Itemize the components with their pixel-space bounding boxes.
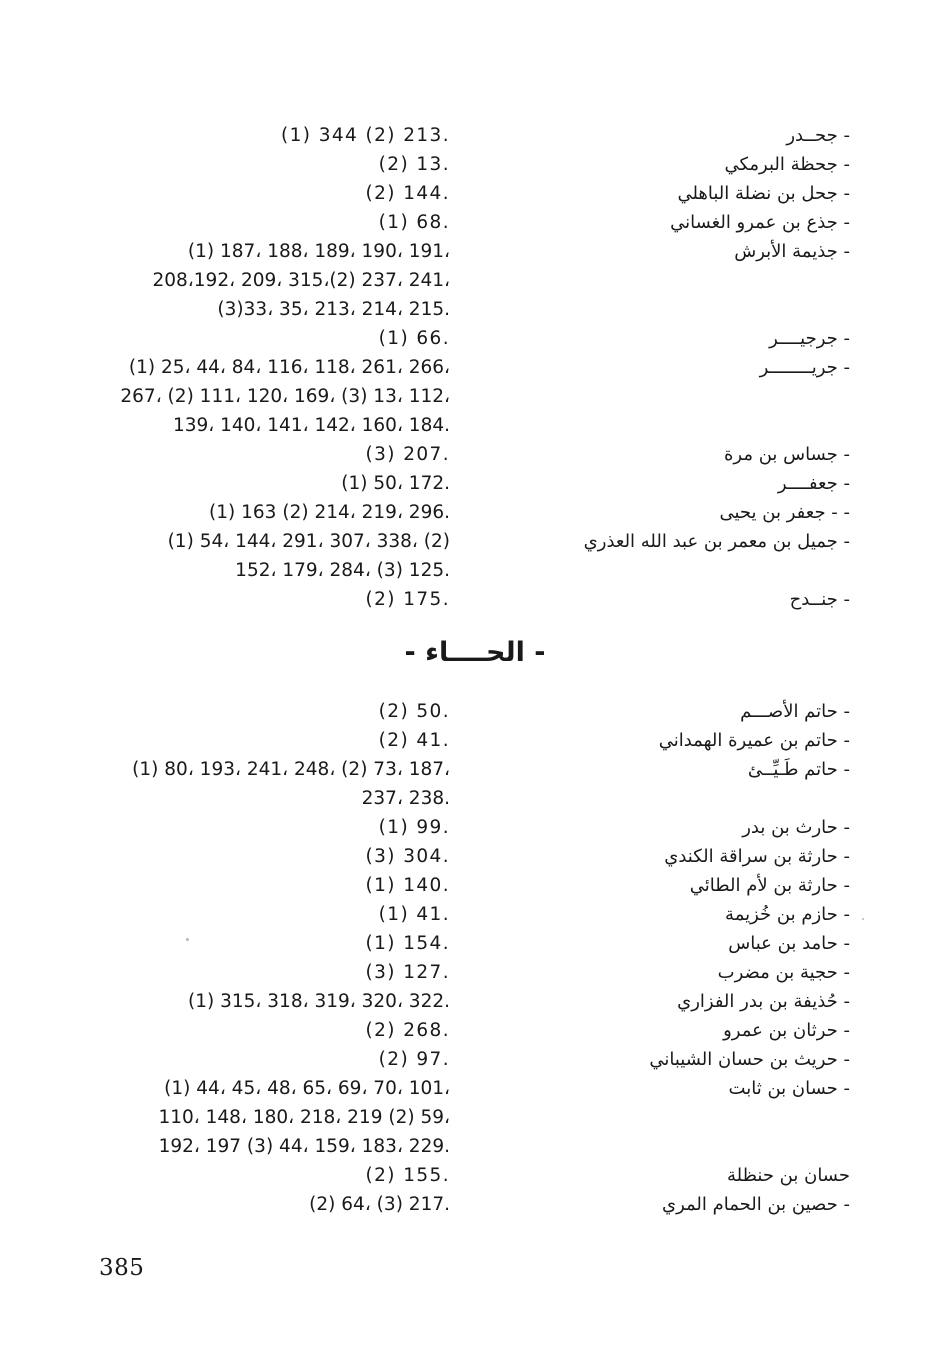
entry-name: - حاتم الأصـــم (740, 701, 850, 722)
entry-page-refs: .127 (3) (365, 962, 450, 983)
entry-page-refs: .217 (3) ،64 (2) (309, 1194, 450, 1215)
index-line (0, 179, 948, 208)
entry-page-refs: .50 (2) (378, 701, 450, 722)
entry-name: - جذيمة الأبرش (734, 241, 850, 262)
index-line (0, 1190, 948, 1219)
index-line (0, 842, 948, 871)
entry-page-refs: .125 (3) ،284 ،179 ،152 (235, 560, 450, 581)
index-line (0, 697, 948, 726)
entry-page-refs: ،59 (2) 219 ،218 ،180 ،148 ،110 (158, 1107, 450, 1128)
entry-name: - جعفــــر (777, 473, 850, 494)
entry-page-refs: .304 (3) (365, 846, 450, 867)
entry-page-refs: ،187 ،73 (2) ،248 ،241 ،193 ،80 (1) (132, 759, 450, 780)
index-line (0, 527, 948, 556)
index-line (0, 813, 948, 842)
index-line (0, 1045, 948, 1074)
index-line (0, 784, 948, 813)
index-line (0, 440, 948, 469)
entry-page-refs: ،266 ،261 ،118 ،116 ،84 ،44 ،25 (1) (128, 357, 450, 378)
entry-page-refs: ،191 ،190 ،189 ،188 ،187 (1) (187, 241, 450, 262)
index-line (0, 150, 948, 179)
entry-page-refs: .154 (1) (365, 933, 450, 954)
entry-name: - حازم بن خُزيمة (725, 904, 850, 925)
index-line (0, 755, 948, 784)
scan-speck (186, 938, 189, 941)
entry-page-refs: ،112 ،13 (3) ،169 ،120 ،111 (2) ،267 (120, 386, 450, 407)
entry-page-refs: .268 (2) (365, 1020, 450, 1041)
entry-name: - حارث بن بدر (742, 817, 850, 838)
entry-name: - جريــــــــر (759, 357, 850, 378)
entry-name: - جنــدح (789, 589, 850, 610)
entry-name: - جحــدر (786, 125, 850, 146)
index-line (0, 1074, 948, 1103)
entry-page-refs: .140 (1) (365, 875, 450, 896)
entry-name: - حارثة بن لأم الطائي (689, 875, 850, 896)
entry-page-refs: .213 (2) 344 (1) (281, 125, 450, 146)
index-line (0, 726, 948, 755)
entry-page-refs: .41 (1) (378, 904, 450, 925)
entry-page-refs: .184 ،160 ،142 ،141 ،140 ،139 (172, 415, 450, 436)
entry-page-refs: .68 (1) (378, 212, 450, 233)
index-line (0, 266, 948, 295)
entry-name: - جحظة البرمكي (724, 154, 850, 175)
entry-name: - جذع بن عمرو الغساني (670, 212, 850, 233)
entry-name: - حريث بن حسان الشيباني (649, 1049, 850, 1070)
entry-name: - حاتم طَـيِّــئ (747, 759, 850, 780)
section-heading: - الحــــاء - (404, 637, 546, 668)
entry-page-refs: .155 (2) (365, 1165, 450, 1186)
index-line (0, 469, 948, 498)
index-line (0, 121, 948, 150)
entry-page-refs: ،241 ،237 (2)،315 ،209 ،208،192 (152, 270, 450, 291)
entry-page-refs: .144 (2) (365, 183, 450, 204)
entry-page-refs: .238 ،237 (361, 788, 450, 809)
entry-name: - حرثان بن عمرو (723, 1020, 850, 1041)
entry-page-refs: .215 ،214 ،213 ،35 ،33(3) (217, 299, 450, 320)
entry-name: - حامد بن عباس (728, 933, 850, 954)
entry-page-refs: .172 ،50 (1) (341, 473, 450, 494)
entry-page-refs: .13 (2) (378, 154, 450, 175)
index-line (0, 900, 948, 929)
index-line (0, 871, 948, 900)
index-line (0, 987, 948, 1016)
entry-page-refs: .97 (2) (378, 1049, 450, 1070)
index-line (0, 958, 948, 987)
entry-name: - جساس بن مرة (723, 444, 850, 465)
index-line (0, 353, 948, 382)
entry-page-refs: ،101 ،70 ،69 ،65 ،48 ،45 ،44 (1) (164, 1078, 450, 1099)
entry-page-refs: .296 ،219 ،214 (2) 163 (1) (209, 502, 450, 523)
index-line (0, 1103, 948, 1132)
index-line (0, 1132, 948, 1161)
entry-page-refs: .99 (1) (378, 817, 450, 838)
entry-name: - حصين بن الحمام المري (661, 1194, 850, 1215)
entry-name: - حجية بن مضرب (717, 962, 850, 983)
index-line (0, 295, 948, 324)
index-line (0, 929, 948, 958)
entry-name: - حاتم بن عميرة الهمداني (658, 730, 850, 751)
index-line (0, 498, 948, 527)
entry-page-refs: .175 (2) (365, 589, 450, 610)
entry-page-refs: .66 (1) (378, 328, 450, 349)
index-line (0, 1016, 948, 1045)
entry-page-refs: .41 (2) (378, 730, 450, 751)
entry-page-refs: .207 (3) (365, 444, 450, 465)
entry-name: - حسان بن ثابت (728, 1078, 850, 1099)
entry-page-refs: (2) ،338 ،307 ،291 ،144 ،54 (1) (167, 531, 450, 552)
index-line (0, 382, 948, 411)
scan-speck (862, 918, 864, 920)
entry-name: - جميل بن معمر بن عبد الله العذري (583, 531, 850, 552)
entry-name: حسان بن حنظلة (727, 1165, 850, 1186)
entry-name: - حُذيفة بن بدر الفزاري (677, 991, 850, 1012)
page-number: 385 (99, 1255, 145, 1281)
index-line (0, 585, 948, 614)
index-line (0, 208, 948, 237)
index-line (0, 237, 948, 266)
index-line (0, 556, 948, 585)
index-line (0, 411, 948, 440)
entry-page-refs: .229 ،183 ،159 ،44 (3) 197 ،192 (158, 1136, 450, 1157)
entry-name: - جرجيــــر (769, 328, 850, 349)
index-line (0, 1161, 948, 1190)
index-line (0, 324, 948, 353)
entry-page-refs: .322 ،320 ،319 ،318 ،315 (1) (188, 991, 450, 1012)
entry-name: - حارثة بن سراقة الكندي (664, 846, 850, 867)
entry-name: - جحل بن نضلة الباهلي (677, 183, 850, 204)
entry-name: - - جعفر بن يحيى (719, 502, 850, 523)
